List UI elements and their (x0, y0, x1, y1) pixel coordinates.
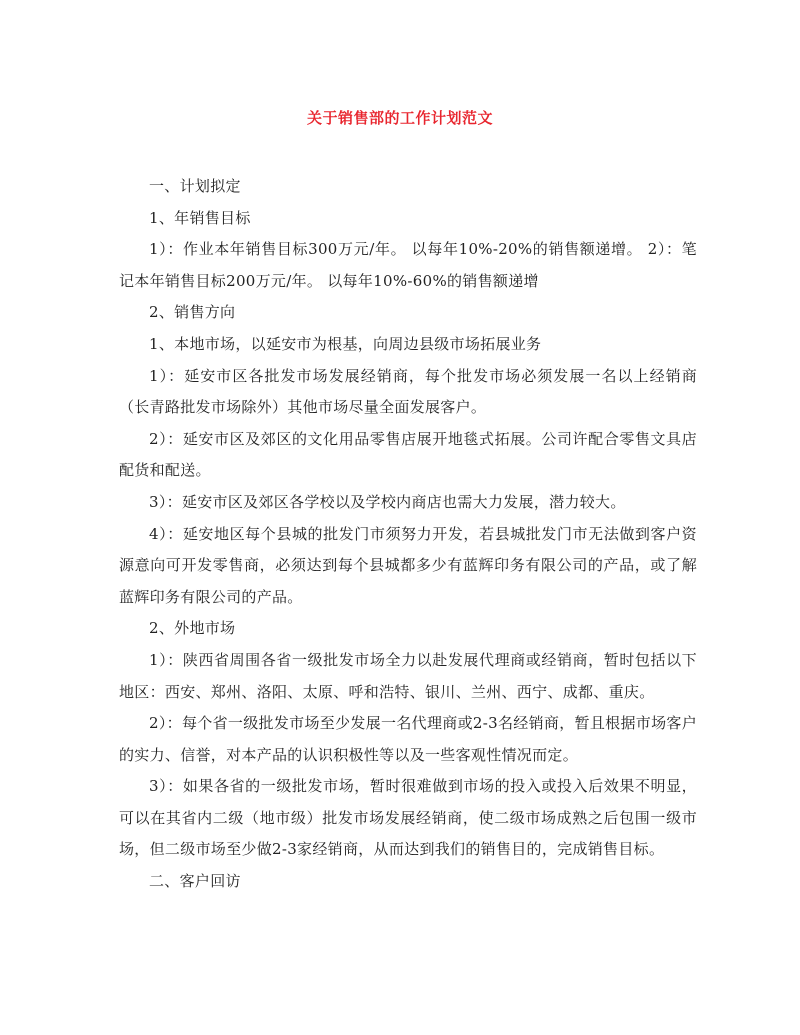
paragraph-annual-target: 1）：作业本年销售目标300万元/年。 以每年10%-20%的销售额递增。 2）：笔记本年销售目标200万元/年。 以每年10%-60%的销售额递增 (119, 240, 697, 290)
paragraph-external-item-1: 1）：陕西省周围各省一级批发市场全力以赴发展代理商或经销商，暂时包括以下地区：西安、郑州、洛阳、太原、呼和浩特、银川、兰州、西宁、成都、重庆。 (119, 650, 697, 701)
paragraph-external-item-2: 2）：每个省一级批发市场至少发展一名代理商或2-3名经销商，暂且根据市场客户的实力、信誉，对本产品的认识积极性等以及一些客观性情况而定。 (119, 714, 697, 764)
document-body (119, 171, 697, 898)
subheading-annual-target: 1、年销售目标 (149, 208, 251, 227)
section-heading-plan: 一、计划拟定 (149, 177, 241, 195)
paragraph-local-market: 1、本地市场，以延安市为根基，向周边县级市场拓展业务 (149, 334, 542, 353)
paragraph-local-item-1: 1）：延安市区各批发市场发展经销商，每个批发市场必须发展一名以上经销商（长青路批发市场除外）其他市场尽量全面发展客户。 (119, 366, 697, 417)
paragraph-local-item-4: 4）：延安地区每个县城的批发门市须努力开发，若县城批发门市无法做到客户资源意向可开发零售商，必须达到每个县城都多少有蓝辉印务有限公司的产品，或了解蓝辉印务有限公司的产品。 (119, 524, 697, 606)
paragraph-external-item-3: 3）：如果各省的一级批发市场，暂时很难做到市场的投入或投入后效果不明显，可以在其省内二级（地市级）批发市场发展经销商，使二级市场成熟之后包围一级市场，但二级市场至少做2-3家经销商，从而达到我们的销售目的，完成销售目标。 (119, 777, 697, 859)
subheading-external-market: 2、外地市场 (149, 619, 236, 638)
document-title: 关于销售部的工作计划范文 (306, 109, 493, 127)
subheading-sales-direction: 2、销售方向 (149, 303, 236, 322)
paragraph-local-item-2: 2）：延安市区及郊区的文化用品零售店展开地毯式拓展。公司许配合零售文具店配货和配送。 (119, 429, 697, 480)
paragraph-local-item-3: 3）：延安市区及郊区各学校以及学校内商店也需大力发展，潜力较大。 (149, 492, 626, 511)
section-heading-customer-visit: 二、客户回访 (149, 872, 241, 891)
